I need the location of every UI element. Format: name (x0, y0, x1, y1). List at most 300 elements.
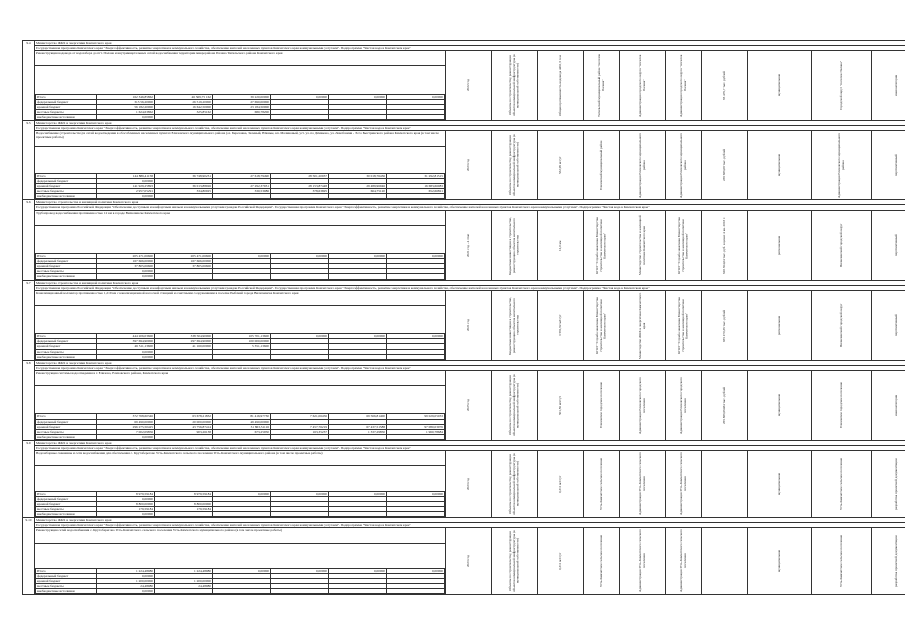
attribute-text: КГКУ "Служба заказчика Министерства строительства и жилищной политики Камчатского края" (594, 296, 607, 354)
amount-cell: 372 768,60346 (97, 414, 155, 419)
amount-cell: 0,00000 (387, 491, 445, 496)
amount-cell (387, 115, 445, 120)
attribute-text: 12,0 км (557, 239, 562, 251)
attribute-text: КГКУ "Служба заказчика Министерства строительства и жилищной политики Камчатского края" (676, 216, 689, 274)
attribute-text: Тигильский муниципальный район "поселок Палана" (596, 54, 605, 118)
funding-source: Итого (36, 173, 97, 178)
amount-cell: 36 013,88926 (155, 184, 213, 189)
funding-source: федеральный бюджет (36, 419, 97, 424)
amount-cell: 0,00000 (271, 94, 329, 99)
finance-block (35, 66, 446, 121)
attribute-text: Елизовское городское поселение (598, 382, 603, 429)
item-number: 9.7 (23, 280, 35, 360)
amount-cell: 100 000,00000 (213, 339, 271, 344)
funding-source: местные бюджеты (36, 349, 97, 354)
attribute-text: муниципальная (776, 550, 781, 573)
amount-cell: 903,26138 (155, 429, 213, 434)
attribute-text: Объекты по строительству, реконструкции объектов коммунальной инфраструктуры (в муниципальной собственности) (507, 54, 520, 117)
attribute-cell (446, 210, 492, 280)
attribute-text: Министерство ЖКХ и энергетики Камчатского края (637, 292, 646, 359)
amount-cell: 69 566,81400 (329, 414, 387, 419)
attribute-cell (492, 370, 538, 440)
program-name: Государственная программа Камчатского края "Энергоэффективность, развитие энергетики и коммунального хозяйства, обеспечение жителей населенных пунктов Камчатского края коммунальными услугами". Подпрограмма "Чистая вода в Камчатском крае" (35, 365, 905, 370)
attribute-cell (666, 370, 702, 440)
program-name: Государственная программа Камчатского края "Энергоэффективность, развитие энергетики и коммунального хозяйства, обеспечение жителей населенных пунктов Камчатского края коммунальными услугами". Подпрограмма "Чистая вода в Камчатском крае" (35, 126, 905, 131)
funding-source: внебюджетные источники (36, 115, 97, 120)
finance-line (36, 274, 445, 279)
amount-cell (155, 274, 213, 279)
amount-cell: 652,66821 (387, 189, 445, 194)
finance-table (35, 491, 445, 517)
attribute-cell (538, 528, 584, 595)
amount-cell: 99 029,05033 (387, 414, 445, 419)
amount-cell: 28 153,87448 (271, 184, 329, 189)
attribute-cell (666, 210, 702, 280)
attribute-text: иная категория (893, 75, 898, 97)
attribute-text: перспективный (893, 154, 898, 177)
ministry-name: Министерство строительства и жилищной политики Камчатского края (35, 280, 905, 285)
amount-cell: 297 694,90000 (155, 339, 213, 344)
amount-cell: 378,63695 (271, 189, 329, 194)
finance-table (35, 253, 445, 279)
attribute-cell (748, 451, 812, 518)
attribute-cell (492, 131, 538, 200)
amount-cell: 16 683,66083 (387, 184, 445, 189)
attribute-cell (702, 290, 748, 360)
amount-cell: 63 678,21832 (155, 414, 213, 419)
attribute-cell (584, 370, 620, 440)
amount-cell: 0,00000 (271, 254, 329, 259)
amount-cell (271, 512, 329, 517)
amount-cell: 330,53086 (213, 189, 271, 194)
attribute-text: Бюджетные инвестиции в строительство, реконструкцию объектов капитального строительства (507, 216, 520, 275)
amount-cell: 27 690,00000 (213, 99, 271, 104)
funding-source: краевой бюджет (36, 264, 97, 269)
attribute-cell (872, 370, 905, 440)
item-number: 9.5 (23, 121, 35, 200)
amount-cell: 0,00000 (213, 254, 271, 259)
amount-cell: 26 519,20000 (155, 99, 213, 104)
funding-source: федеральный бюджет (36, 339, 97, 344)
amount-cell (155, 354, 213, 359)
attribute-text: Елизовское городское поселение (838, 382, 843, 429)
amount-cell: 46 511,13600 (97, 344, 155, 349)
attribute-text: КГКУ "Служба заказчика Министерства строительства и жилищной политики Камчатского края" (676, 296, 689, 354)
amount-cell: 673,25950 (213, 429, 271, 434)
investment-table (22, 40, 905, 595)
finance-table (35, 413, 445, 439)
attribute-text: 628 364,04 тыс. руб. в ценах 4 кв. 2018 г. (721, 216, 726, 274)
item-number: 9.8 (23, 360, 35, 440)
amount-cell: 1 624,63862 (97, 110, 155, 115)
amount-cell (271, 589, 329, 594)
attribute-text: 0,311 м3/сут (557, 475, 562, 493)
amount-cell (387, 512, 445, 517)
attribute-cell (584, 210, 620, 280)
attribute-cell (666, 451, 702, 518)
attribute-text: 65 476,7 тыс. рублей (721, 71, 726, 101)
object-name: Канализационный коллектор протяженностью 1,219 км с канализационной насосной станцией и очистными сооружениями в поселке Рыбачий города Вилючинска Камчатского края (35, 290, 446, 305)
funding-source: местные бюджеты (36, 506, 97, 511)
program-name: Государственная программа Камчатского края "Энергоэффективность, развитие энергетики и коммунального хозяйства, обеспечение жителей населенных пунктов Камчатского края коммунальными услугами". Подпрограмма "Чистая вода в Камчатском крае" (35, 446, 905, 451)
object-name: Водозаборные скважины и сети водоснабжения для обеспечения с. Крутоберегово Усть-Камчатского сельского поселения Усть-Камчатского муниципального района (в том числе проектные работы) (35, 451, 446, 466)
finance-line (36, 434, 445, 439)
amount-cell (213, 512, 271, 517)
attribute-cell (620, 528, 666, 595)
finance-table (35, 568, 445, 594)
attribute-text: Вилючинский городской округ (838, 223, 843, 267)
amount-cell: 31 863,31116 (213, 424, 271, 429)
amount-cell: 205 471,06600 (155, 254, 213, 259)
attribute-text: Усть-Камчатское сельское поселение (598, 458, 603, 511)
amount-cell: 0,00000 (97, 179, 155, 184)
amount-cell: 0,00000 (329, 94, 387, 99)
funding-source: Итого (36, 94, 97, 99)
amount-cell: 0,00000 (387, 334, 445, 339)
finance-line (36, 194, 445, 199)
attribute-cell (702, 370, 748, 440)
amount-cell (387, 274, 445, 279)
amount-cell: 338 504,90000 (155, 334, 213, 339)
amount-cell (271, 434, 329, 439)
amount-cell: 162 346,85862 (97, 94, 155, 99)
attribute-cell (872, 290, 905, 360)
funding-source: федеральный бюджет (36, 573, 97, 578)
ministry-name: Министерство строительства и жилищной политики Камчатского края (35, 200, 905, 205)
attribute-text: Администрация Усть-Камчатского сельского поселения (637, 529, 646, 593)
attribute-text: Общая протяженность водовода 4461,5 п.м (557, 55, 562, 116)
attribute-text: перспективный (893, 314, 898, 337)
amount-cell: 179,59184 (97, 506, 155, 511)
attribute-cell (538, 51, 584, 121)
amount-cell: 8 800,00000 (155, 501, 213, 506)
amount-cell: 444 206,03600 (97, 334, 155, 339)
amount-cell: 0,00000 (97, 512, 155, 517)
attribute-cell (446, 528, 492, 595)
amount-cell (155, 115, 213, 120)
amount-cell (271, 274, 329, 279)
attribute-text: 2025 год (465, 399, 470, 412)
amount-cell: 0,00000 (97, 349, 155, 354)
amount-cell: 0,00000 (329, 334, 387, 339)
finance-block (35, 146, 446, 200)
attribute-cell (538, 290, 584, 360)
amount-cell: 27 618,79490 (213, 173, 271, 178)
amount-cell: 0,00000 (329, 568, 387, 573)
attribute-text: Объекты по строительству, реконструкции объектов коммунальной инфраструктуры (в муниципальной собственности) (507, 134, 520, 197)
finance-line (36, 589, 445, 594)
amount-cell: 664,75120 (329, 189, 387, 194)
amount-cell (155, 589, 213, 594)
amount-cell: 105 701,13600 (213, 334, 271, 339)
finance-block (35, 466, 446, 518)
amount-cell: 0,00000 (271, 568, 329, 573)
attribute-cell (620, 290, 666, 360)
amount-cell: 36 748,90231 (155, 173, 213, 178)
finance-line (36, 115, 445, 120)
object-name: Трубопровод водоснабжения протяженностью 12 км в городе Вилючинске Камчатского края (35, 210, 446, 225)
amount-cell: 1 200,00000 (97, 579, 155, 584)
amount-cell: 1 200,00000 (155, 579, 213, 584)
item-number: 9.10 (23, 518, 35, 595)
amount-cell: 397 694,90000 (97, 339, 155, 344)
object-row (23, 451, 905, 466)
amount-cell: 179,59184 (155, 506, 213, 511)
attribute-text: Городской округ "поселок Палана" (838, 61, 843, 111)
amount-cell (329, 354, 387, 359)
amount-cell: 7 457,76219 (271, 424, 329, 429)
attribute-cell (584, 290, 620, 360)
attribute-text: Администрация городского округа "поселок Палана" (637, 54, 646, 117)
attribute-text: 0,311 м3/сут (557, 552, 562, 570)
attribute-text: Усть-Камчатское сельское поселение (598, 535, 603, 588)
attribute-cell (620, 451, 666, 518)
attribute-cell (748, 290, 812, 360)
attribute-cell (666, 51, 702, 121)
attribute-text: иная категория (893, 394, 898, 416)
amount-cell (155, 194, 213, 199)
funding-source: краевой бюджет (36, 344, 97, 349)
amount-cell: 8 800,00000 (97, 501, 155, 506)
amount-cell: 0,00000 (97, 573, 155, 578)
attribute-text: Объекты по строительству, реконструкции объектов коммунальной инфраструктуры (в муниципальной собственности) (507, 453, 520, 515)
amount-cell: 167 666,00000 (155, 259, 213, 264)
amount-cell: 0,00000 (97, 269, 155, 274)
amount-cell (329, 589, 387, 594)
amount-cell: 27 292,37931 (213, 184, 271, 189)
attribute-cell (620, 51, 666, 121)
funding-source: федеральный бюджет (36, 179, 97, 184)
object-row (23, 290, 905, 305)
attribute-text: региональная (776, 315, 781, 335)
amount-cell (213, 115, 271, 120)
attribute-text: разработка проектной документации (893, 458, 898, 510)
funding-source: Итого (36, 491, 97, 496)
amount-cell: 31 292,81515 (387, 173, 445, 178)
attribute-text: Администрация городского округа "поселок Палана" (678, 54, 687, 117)
attribute-cell (812, 370, 872, 440)
attribute-cell (446, 51, 492, 121)
attribute-cell (446, 131, 492, 200)
funding-source: краевой бюджет (36, 104, 97, 109)
amount-cell: 0,00000 (213, 491, 271, 496)
finance-line (36, 512, 445, 517)
attribute-cell (702, 451, 748, 518)
amount-cell (213, 434, 271, 439)
attribute-cell (620, 210, 666, 280)
attribute-cell (702, 131, 748, 200)
object-row (23, 528, 905, 543)
attribute-cell (584, 131, 620, 200)
attribute-text: Администрация Усть-Камчатского сельского поселения (678, 529, 687, 593)
amount-cell (329, 115, 387, 120)
funding-source: Итого (36, 334, 97, 339)
finance-table (35, 94, 445, 120)
amount-cell: 0,00000 (387, 568, 445, 573)
attribute-text: 265 886,66484 тыс. рублей (721, 386, 726, 424)
attribute-cell (748, 51, 812, 121)
attribute-text: муниципальная (776, 473, 781, 496)
attribute-cell (538, 131, 584, 200)
funding-source: местные бюджеты (36, 189, 97, 194)
amount-cell: 8 979,59184 (97, 491, 155, 496)
finance-block (35, 225, 446, 280)
program-name: Государственная программа Российской Федерации "Обеспечение доступным и комфортным жильем и коммунальными услугами граждан Российской Федерации". Государственная программа Камчатского края "Энергоэффективность, развитие энергетики и коммунального хозяйства, обеспечение жителей населенных пунктов Камчатского края коммунальными услугами". Подпрограмма "Чистая вода в Камчатском крае" (35, 205, 905, 210)
funding-source: местные бюджеты (36, 429, 97, 434)
amount-cell: 0,00000 (329, 254, 387, 259)
attribute-text: Администрация Елизовского городского поселения (637, 377, 646, 434)
attribute-cell (812, 290, 872, 360)
attribute-cell (872, 51, 905, 121)
attribute-cell (538, 451, 584, 518)
amount-cell: 37 805,06600 (155, 264, 213, 269)
amount-cell: 0,00000 (97, 434, 155, 439)
attribute-text: Объекты по строительству, реконструкции объектов коммунальной инфраструктуры (в муниципальной собственности) (507, 374, 520, 437)
amount-cell: 0,00000 (213, 568, 271, 573)
attribute-text: Администрация Усть-Камчатского сельского поселения (637, 452, 646, 516)
attribute-text: муниципальная (776, 154, 781, 177)
attribute-cell (666, 131, 702, 200)
amount-cell: 37 805,06600 (97, 264, 155, 269)
attribute-cell (872, 528, 905, 595)
amount-cell: 41 160,00000 (155, 344, 213, 349)
attribute-text: Администрация Елизовского муниципального района (836, 132, 845, 198)
amount-cell: 2 957,05291 (97, 189, 155, 194)
attribute-cell (748, 528, 812, 595)
funding-source: внебюджетные источники (36, 512, 97, 517)
item-number: 9.4 (23, 41, 35, 121)
funding-source: внебюджетные источники (36, 434, 97, 439)
attribute-cell (620, 131, 666, 200)
attribute-cell (702, 528, 748, 595)
funding-source: краевой бюджет (36, 501, 97, 506)
amount-cell: 167 666,00000 (97, 259, 155, 264)
finance-block (35, 305, 446, 360)
amount-cell (155, 512, 213, 517)
object-name: Реконструкция водовода от водозабора до пгт. Палана и внутриквартальных сетей водоснабжения территории микрорайона Палана Тигильского района Камчатского края (35, 51, 446, 66)
attribute-text: Вилючинский городской округ (838, 303, 843, 347)
amount-cell: 43 756,87414 (155, 424, 213, 429)
attribute-cell (446, 370, 492, 440)
amount-cell: 0,00000 (271, 491, 329, 496)
amount-cell (213, 589, 271, 594)
attribute-cell (492, 528, 538, 595)
attribute-cell (446, 290, 492, 360)
ministry-name: Министерство ЖКХ и энергетики Камчатского края (35, 360, 905, 365)
attribute-cell (492, 51, 538, 121)
attribute-text: Усть-Камчатское сельское поселение (838, 458, 843, 511)
attribute-text: 835 270,36 тыс. рублей (721, 309, 726, 342)
attribute-text: Елизовский муниципальный район (598, 140, 603, 191)
amount-cell: 29 489,96946 (329, 184, 387, 189)
attribute-text: 2023 год (465, 478, 470, 491)
object-row (23, 370, 905, 385)
amount-cell (329, 434, 387, 439)
amount-cell: 56 182,20000 (97, 104, 155, 109)
attribute-cell (702, 51, 748, 121)
attribute-text: Бюджетные инвестиции в строительство, реконструкцию объектов капитального строительства (507, 296, 520, 355)
finance-table (35, 173, 445, 199)
amount-cell: 0,00000 (97, 589, 155, 594)
amount-cell (213, 354, 271, 359)
ministry-name: Министерство ЖКХ и энергетики Камчатского края (35, 41, 905, 46)
attribute-cell (584, 528, 620, 595)
attribute-text: 2023 год (465, 159, 470, 172)
attribute-text: 2022 год (465, 79, 470, 92)
amount-cell: 81 416,97730 (213, 414, 271, 419)
document-sheet (22, 40, 898, 632)
attribute-cell (748, 131, 812, 200)
amount-cell: 0,00000 (387, 94, 445, 99)
attribute-text: 501,56 м3/сут (557, 395, 562, 415)
amount-cell: 24,48980 (155, 584, 213, 589)
amount-cell: 46 369,75 162 (155, 94, 213, 99)
funding-source: федеральный бюджет (36, 259, 97, 264)
attribute-cell (446, 451, 492, 518)
amount-cell: 39 220,00000 (213, 94, 271, 99)
attribute-cell (812, 528, 872, 595)
attribute-text: 532,96 м/сут (557, 156, 562, 175)
funding-source: внебюджетные источники (36, 194, 97, 199)
amount-cell: 24,48980 (97, 584, 155, 589)
funding-source: Итого (36, 414, 97, 419)
amount-cell (213, 274, 271, 279)
funding-source: местные бюджеты (36, 110, 97, 115)
funding-source: федеральный бюджет (36, 496, 97, 501)
amount-cell: 0,00000 (271, 334, 329, 339)
attribute-text: Министерство строительства и жилищной политики Камчатского края (637, 215, 646, 275)
amount-cell: 0,00000 (97, 194, 155, 199)
amount-cell: 1 337,29850 (329, 429, 387, 434)
amount-cell: 0,00000 (97, 354, 155, 359)
program-name: Государственная программа Камчатского края "Энергоэффективность, развитие энергетики и коммунального хозяйства, обеспечение жителей населенных пунктов Камчатского края коммунальными услугами". Подпрограмма "Чистая вода в Камчатском крае" (35, 523, 905, 528)
funding-source: местные бюджеты (36, 584, 97, 589)
attribute-cell (620, 370, 666, 440)
ministry-name: Министерство ЖКХ и энергетики Камчатского края (35, 440, 905, 445)
attribute-cell (812, 51, 872, 121)
amount-cell: 28 501,20937 (271, 173, 329, 178)
amount-cell: 144 886,41158 (97, 173, 155, 178)
ministry-name: Министерство ЖКХ и энергетики Камчатского края (35, 518, 905, 523)
program-name: Государственная программа Российской Федерации "Обеспечение доступным и комфортным жильем и коммунальными услугами граждан Российской Федерации". Государственная программа Камчатского края "Энергоэффективность, развитие энергетики и коммунального хозяйства, обеспечение жителей населенных пунктов Камчатского края коммунальными услугами". Подпрограмма "Чистая вода в Камчатском крае" (35, 285, 905, 290)
attribute-text: муниципальная (776, 74, 781, 97)
funding-source: краевой бюджет (36, 579, 97, 584)
attribute-cell (812, 451, 872, 518)
attribute-text: КГКУ "Служба заказчика Министерства строительства и жилищной политики Камчатского края" (594, 216, 607, 274)
funding-source: Итого (36, 568, 97, 573)
object-name: Реконструкция сетей водоснабжения с. Крутоберегово Усть-Камчатского сельского поселения Усть-Камчатского муниципального района (в том числе проектные работы) (35, 528, 446, 543)
amount-cell: 1 224,48980 (97, 568, 155, 573)
program-name: Государственная программа Камчатского края "Энергоэффективность, развитие энергетики и коммунального хозяйства, обеспечение жителей населенных пунктов Камчатского края коммунальными услугами". Подпрограмма "Чистая вода в Камчатском крае" (35, 46, 905, 51)
object-row (23, 210, 905, 225)
amount-cell: 1 224,48980 (155, 568, 213, 573)
attribute-text: перспективный (893, 234, 898, 256)
amount-cell (329, 194, 387, 199)
object-row (23, 51, 905, 66)
amount-cell: 8 979,59184 (155, 491, 213, 496)
attribute-cell (812, 210, 872, 280)
attribute-cell (584, 451, 620, 518)
attribute-cell (666, 528, 702, 595)
amount-cell: 313 56,20000 (97, 99, 155, 104)
amount-cell: 69 490,00000 (97, 419, 155, 424)
amount-cell: 141 929,25893 (97, 184, 155, 189)
amount-cell: 23 184,50000 (213, 104, 271, 109)
amount-cell: 49 490,00000 (213, 419, 271, 424)
ministry-name: Министерство ЖКХ и энергетики Камчатского края (35, 121, 905, 126)
amount-cell: 16 642,50000 (155, 104, 213, 109)
item-number: 9.9 (23, 440, 35, 517)
